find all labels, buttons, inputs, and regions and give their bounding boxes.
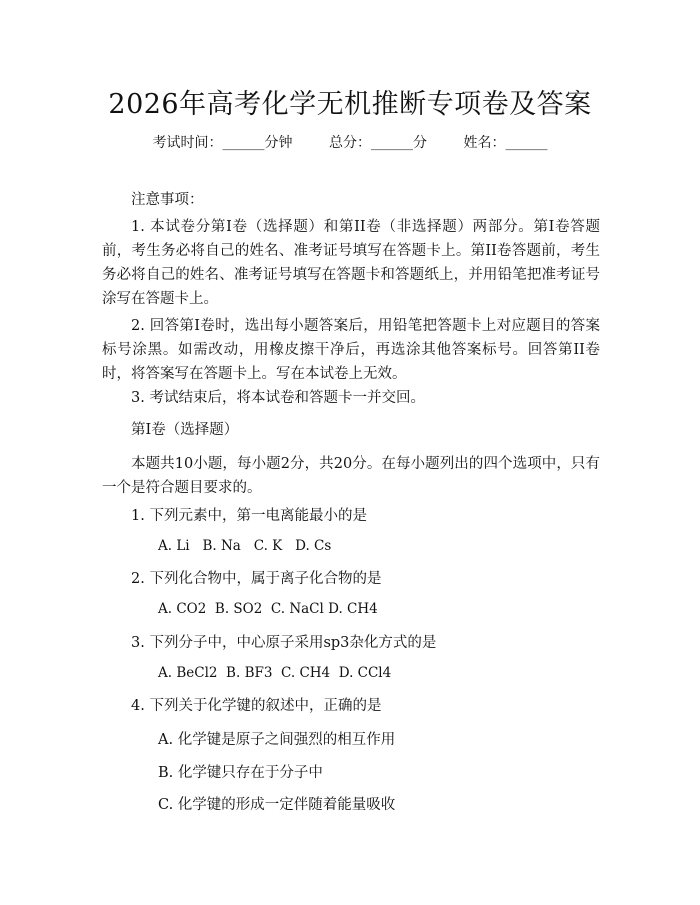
question-3-stem: 3. 下列分子中，中心原子采用sp3杂化方式的是 — [131, 635, 437, 651]
question-4-stem: 4. 下列关于化学键的叙述中，正确的是 — [131, 698, 382, 714]
document-title: 2026年高考化学无机推断专项卷及答案 — [108, 89, 592, 120]
question-4-choice-b: B. 化学键只存在于分子中 — [158, 765, 323, 781]
question-1-stem: 1. 下列元素中，第一电离能最小的是 — [131, 508, 367, 524]
total-score-field: 总分：______分 — [329, 135, 427, 151]
notice-item-2: 2. 回答第Ⅰ卷时，选出每小题答案后，用铅笔把答题卡上对应题目的答案标号涂黑。如需改动，用橡皮擦干净后，再选涂其他答案标号。回答第II卷时，将答案写在答题卡上。写在本试卷上无效。 — [102, 318, 600, 382]
question-3-options: A. BeCl2 B. BF3 C. CH4 D. CCl4 — [158, 665, 392, 681]
question-1-options: A. Li B. Na C. K D. Cs — [158, 538, 332, 554]
section-title: 第Ⅰ卷（选择题） — [131, 422, 239, 438]
notice-heading: 注意事项： — [131, 192, 204, 208]
question-4-choice-c: C. 化学键的形成一定伴随着能量吸收 — [158, 797, 396, 813]
section-intro: 本题共10小题，每小题2分，共20分。在每小题列出的四个选项中，只有一个是符合题目要求的。 — [102, 456, 600, 496]
notice-item-1: 1. 本试卷分第Ⅰ卷（选择题）和第II卷（非选择题）两部分。第Ⅰ卷答题前，考生务必将自己的姓名、准考证号填写在答题卡上。第II卷答题前，考生务必将自己的姓名、准考证号填写在答题卡和答题纸上，并用铅笔把准考证号涂写在答题卡上。 — [102, 219, 600, 307]
notice-item-3: 3. 考试结束后，将本试卷和答题卡一并交回。 — [131, 390, 425, 406]
question-4-choice-a: A. 化学键是原子之间强烈的相互作用 — [158, 732, 396, 748]
question-2-options: A. CO2 B. SO2 C. NaCl D. CH4 — [158, 601, 378, 617]
student-name-field: 姓名：______ — [463, 135, 548, 151]
question-2-stem: 2. 下列化合物中，属于离子化合物的是 — [131, 571, 382, 587]
exam-meta — [0, 132, 700, 152]
exam-time-field: 考试时间：______分钟 — [152, 135, 293, 151]
